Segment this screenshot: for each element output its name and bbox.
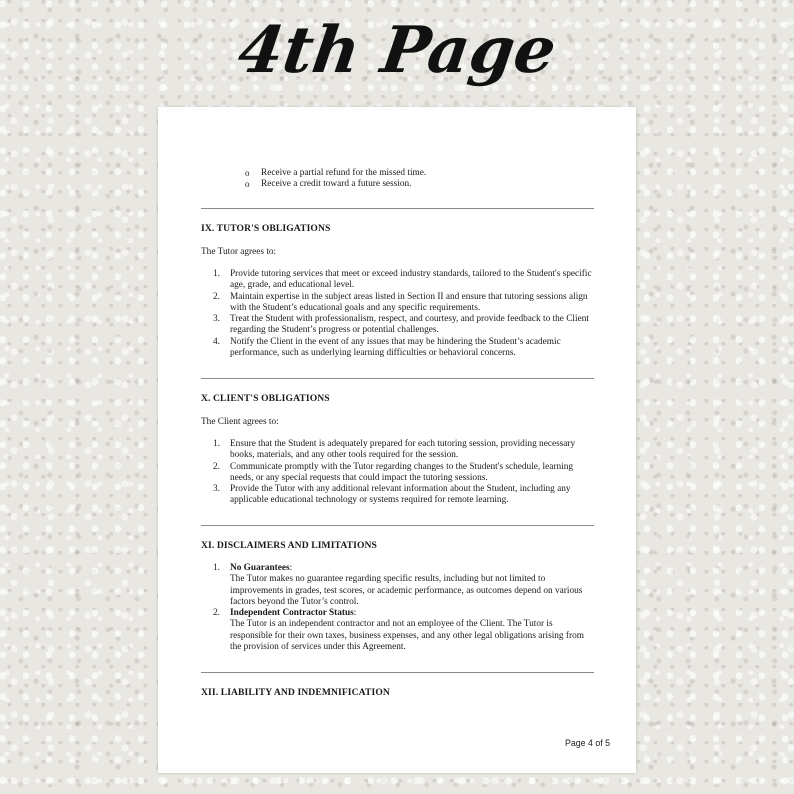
section-intro-text: The Client agrees to:	[201, 417, 279, 427]
list-item	[213, 292, 594, 315]
carryover-bullet-list	[245, 168, 426, 191]
section-divider	[201, 672, 594, 673]
list-item-number: 2.	[213, 608, 220, 619]
list-item-number: 1.	[213, 563, 220, 573]
list-item	[213, 484, 594, 507]
list-item-number: 1.	[213, 439, 220, 449]
disclaimers-list	[213, 563, 594, 653]
list-item	[213, 337, 594, 360]
list-item	[213, 439, 594, 462]
list-item-number: 2.	[213, 461, 220, 472]
list-item-text: Ensure that the Student is adequately prepared for each tutoring session, providing necessary books, materials, and any other tools required for the session.	[230, 439, 576, 461]
list-item-number: 1.	[213, 269, 220, 279]
list-item-number: 3.	[213, 484, 220, 495]
list-item-number: 3.	[213, 314, 220, 325]
list-item-number: 4.	[213, 336, 220, 347]
list-item-text: Notify the Client in the event of any issues that may be hindering the Student’s academic performance, such as underlying learning difficulties or behavioral concerns.	[230, 336, 561, 359]
list-item-text: Treat the Student with professionalism, respect, and courtesy, and provide feedback to the Client regarding the Student’s progress or potential challenges.	[230, 314, 589, 336]
section-divider	[201, 378, 594, 379]
list-item	[213, 269, 594, 292]
list-item-text: Communicate promptly with the Tutor regarding changes to the Student's schedule, learning needs, or any special requests that could impact the tutoring sessions.	[230, 461, 574, 483]
section-divider	[201, 525, 594, 526]
list-item-text: Receive a partial refund for the missed time.	[261, 168, 427, 178]
list-item-text: The Tutor makes no guarantee regarding specific results, including but not limited to improvements in grades, test scores, or academic performance, as outcomes depend on various factors beyond the Tutor’s control.	[230, 574, 583, 607]
section-intro-text: The Tutor agrees to:	[201, 247, 277, 257]
list-item-text: Maintain expertise in the subject areas listed in Section II and ensure that tutoring sessions align with the Student’s educational goals and any specific requirements.	[230, 291, 588, 313]
section-heading-disclaimers: XI. DISCLAIMERS AND LIMITATIONS	[201, 540, 377, 551]
list-item: 2. Independent Contractor Status: The Tutor is an independent contractor and not an employee of the Client. The Tutor is responsible for their own taxes, business expenses, and any other legal obligations arising from the provision of services under this Agreement.	[213, 608, 584, 653]
list-item	[213, 314, 594, 337]
list-item-label: No Guarantees	[230, 563, 290, 573]
list-item-text: The Tutor is an independent contractor and not an employee of the Client. The Tutor is responsible for their own taxes, business expenses, and any other legal obligations arising from the provision of services under this Agreement.	[230, 619, 584, 653]
section-heading-liability: XII. LIABILITY AND INDEMNIFICATION	[201, 687, 390, 698]
list-item-text: Provide the Tutor with any additional relevant information about the Student, including any applicable educational technology or systems required for remote learning.	[230, 484, 571, 506]
list-item-text: Receive a credit toward a future session.	[261, 179, 412, 190]
list-item	[245, 168, 426, 179]
list-item: 1. No Guarantees: The Tutor makes no guarantee regarding specific results, including but not limited to improvements in grades, test scores, or academic performance, as outcomes depend on various factors beyond the Tutor’s control.	[213, 563, 583, 607]
list-item-label: Independent Contractor Status	[230, 608, 354, 619]
page-banner-title: 4th Page	[233, 13, 561, 88]
list-item-number: 2.	[213, 291, 220, 302]
circle-bullet-icon: o	[245, 179, 250, 190]
section-heading-client-obligations: X. CLIENT'S OBLIGATIONS	[201, 393, 330, 404]
circle-bullet-icon: o	[245, 168, 250, 178]
list-item-text: Provide tutoring services that meet or exceed industry standards, tailored to the Student's specific age, grade, and educational level.	[230, 269, 592, 291]
list-item	[213, 462, 594, 485]
section-heading-tutor-obligations: IX. TUTOR'S OBLIGATIONS	[201, 223, 331, 234]
page-number: Page 4 of 5	[565, 738, 610, 748]
client-obligations-list	[213, 439, 594, 507]
list-item	[245, 179, 426, 190]
tutor-obligations-list	[213, 269, 594, 359]
document-page	[158, 107, 636, 773]
section-divider	[201, 208, 594, 209]
